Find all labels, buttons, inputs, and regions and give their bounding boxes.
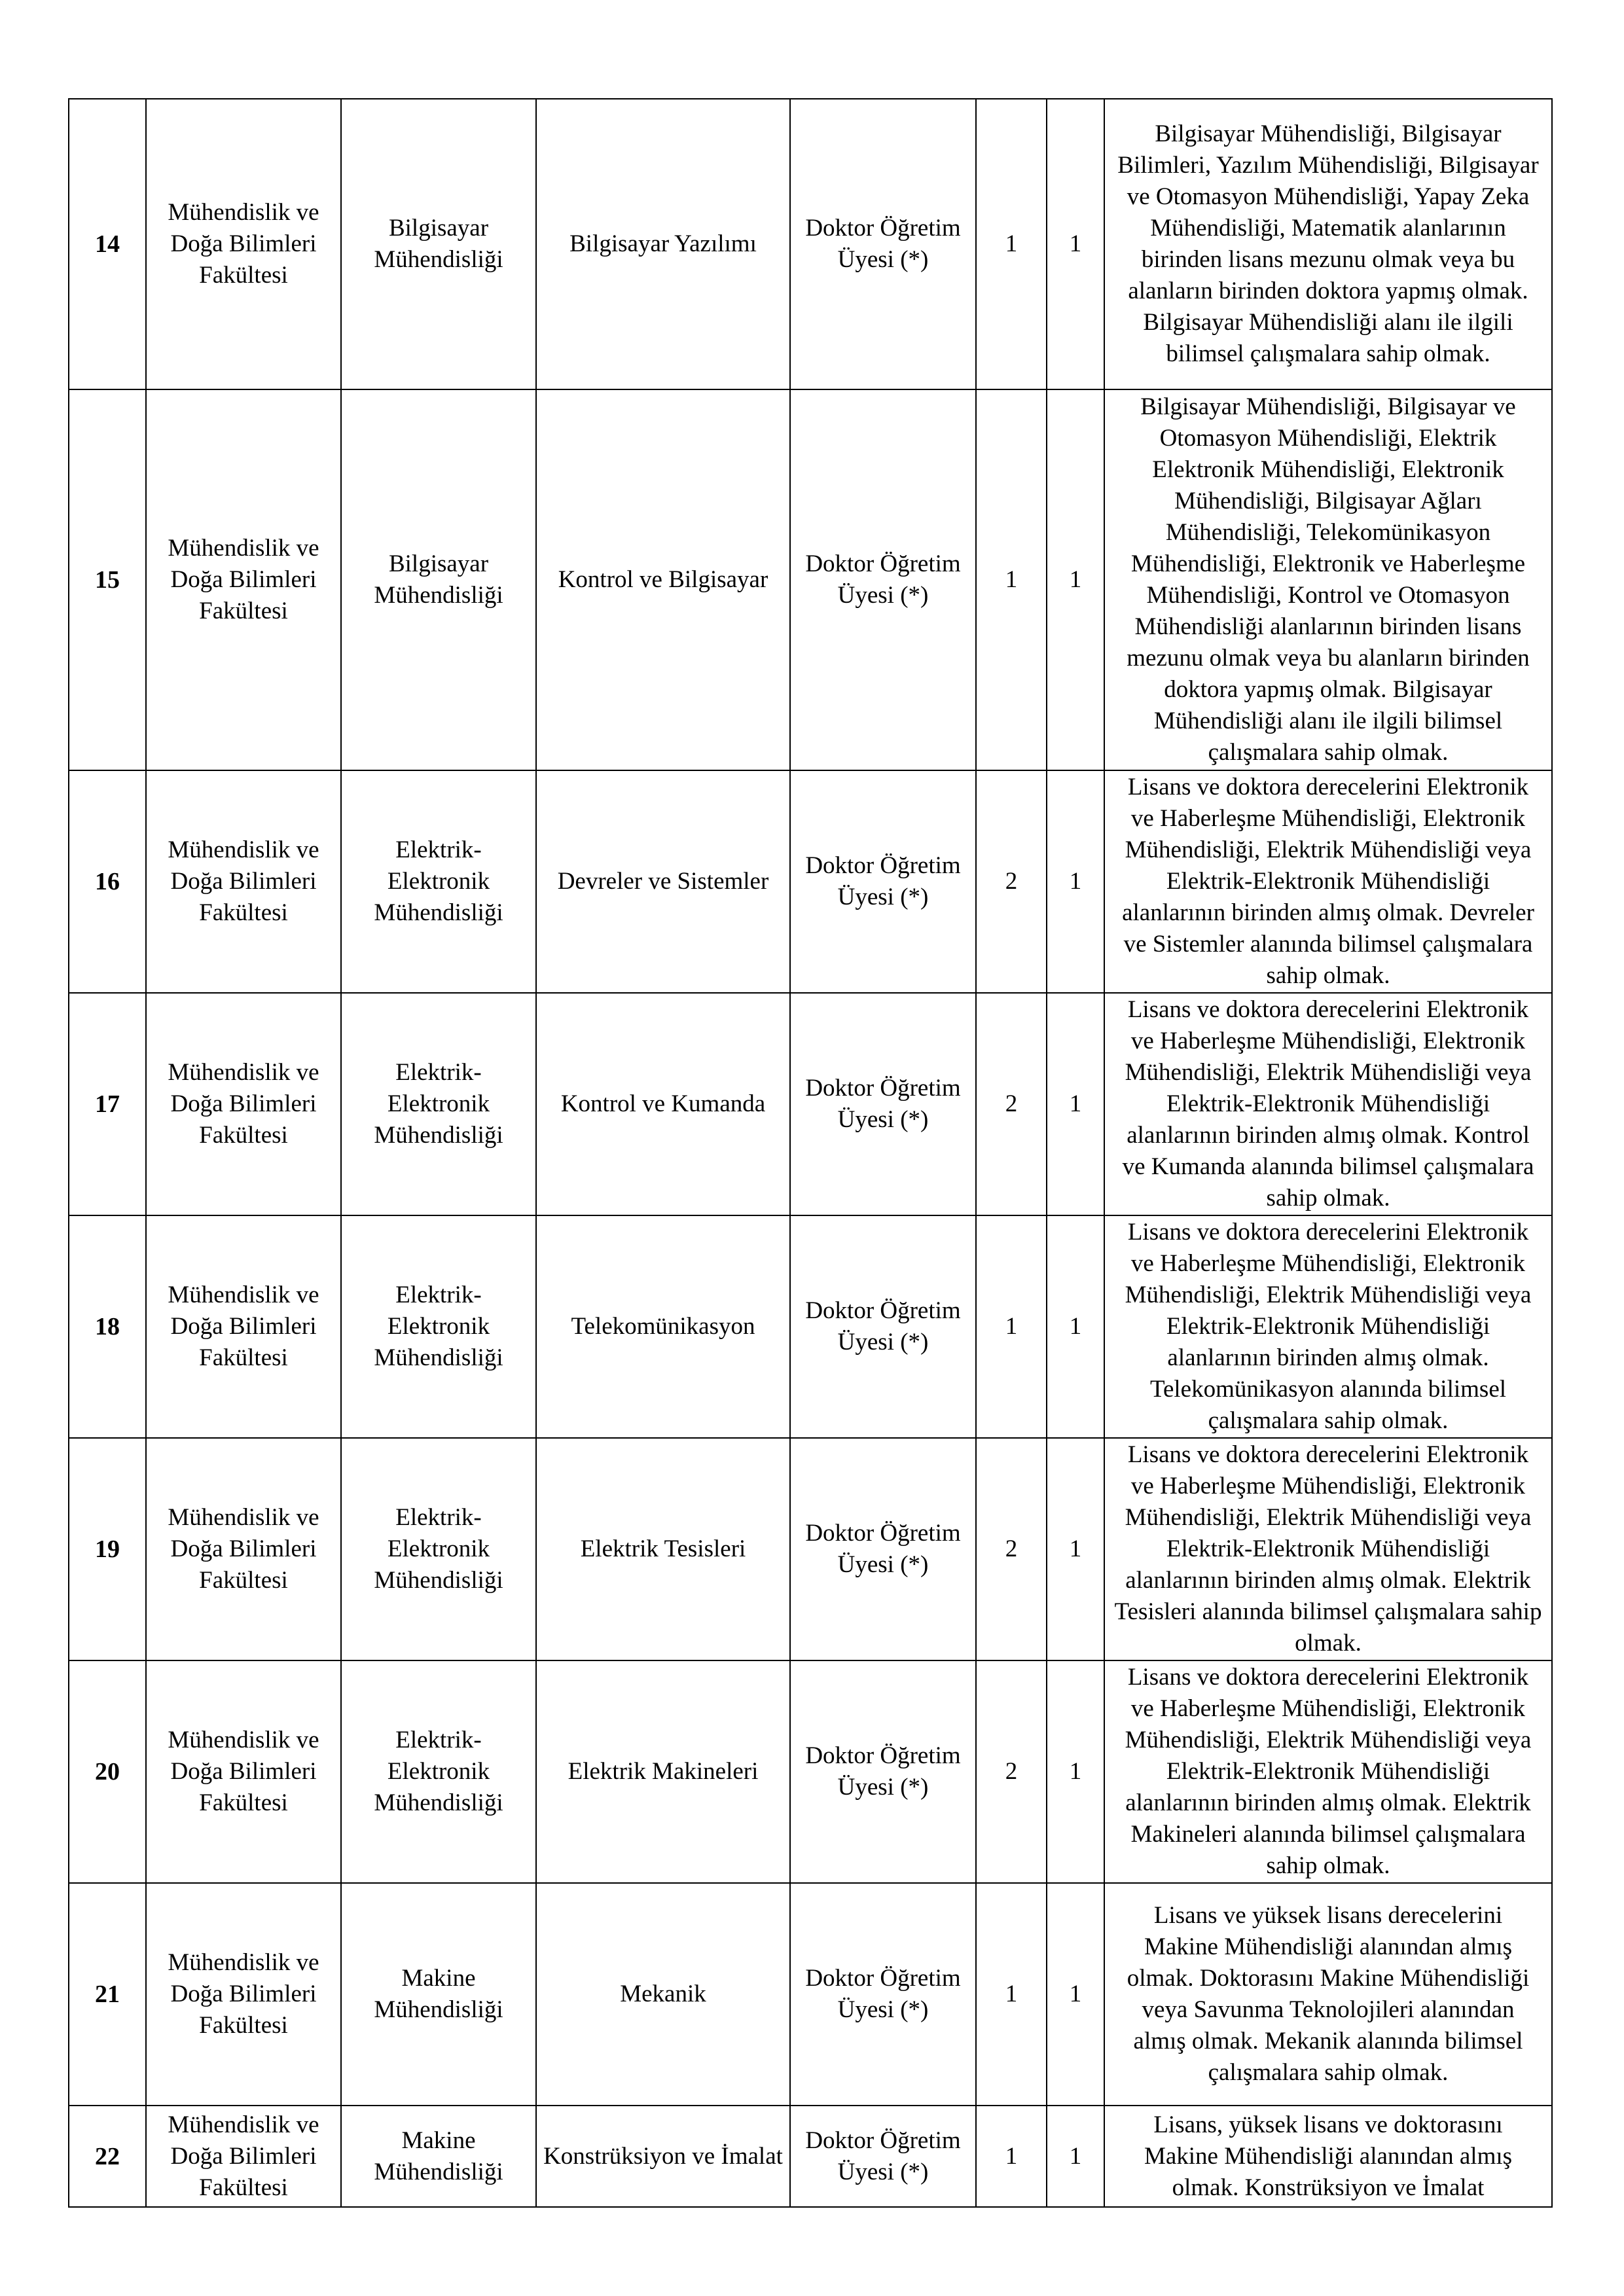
table-row xyxy=(69,1438,1552,1660)
faculty-line: Fakültesi xyxy=(199,1789,288,1816)
field-cell: Kontrol ve Bilgisayar xyxy=(536,389,790,770)
department-cell: Makine Mühendisliği xyxy=(341,2106,536,2207)
faculty-cell xyxy=(146,389,341,770)
faculty-line: Doğa Bilimleri xyxy=(170,1313,317,1340)
faculty-line: Fakültesi xyxy=(199,1344,288,1371)
department-cell: Bilgisayar Mühendisliği xyxy=(341,99,536,389)
department-cell: Bilgisayar Mühendisliği xyxy=(341,389,536,770)
faculty-line: Fakültesi xyxy=(199,1122,288,1149)
row-number-cell: 14 xyxy=(69,99,146,389)
row-number-cell: 21 xyxy=(69,1883,146,2106)
table-row xyxy=(69,993,1552,1215)
position-count-cell: 1 xyxy=(976,1215,1047,1438)
department-cell: Elektrik-Elektronik Mühendisliği xyxy=(341,1215,536,1438)
field-cell: Bilgisayar Yazılımı xyxy=(536,99,790,389)
degree-cell: 1 xyxy=(1047,1660,1104,1883)
faculty-line: Mühendislik ve xyxy=(168,1059,319,1086)
department-cell: Elektrik-Elektronik Mühendisliği xyxy=(341,770,536,993)
position-count-cell: 1 xyxy=(976,2106,1047,2207)
faculty-cell xyxy=(146,1215,341,1438)
field-cell: Devreler ve Sistemler xyxy=(536,770,790,993)
requirements-cell: Lisans ve doktora derecelerini Elektronik ve Haberleşme Mühendisliği, Elektronik Mühendisliği, Elektrik Mühendisliği veya Elektrik-Elektronik Mühendisliği alanlarının birinden almış olmak. Devreler ve Sistemler alanında bilimsel çalışmalara sahip olmak. xyxy=(1104,770,1552,993)
degree-cell: 1 xyxy=(1047,1438,1104,1660)
faculty-cell xyxy=(146,1438,341,1660)
field-cell: Kontrol ve Kumanda xyxy=(536,993,790,1215)
row-number-cell: 16 xyxy=(69,770,146,993)
faculty-line: Doğa Bilimleri xyxy=(170,566,317,593)
degree-cell: 1 xyxy=(1047,389,1104,770)
faculty-line: Doğa Bilimleri xyxy=(170,1981,317,2007)
degree-cell: 1 xyxy=(1047,993,1104,1215)
table-row xyxy=(69,1215,1552,1438)
position-count-cell: 1 xyxy=(976,389,1047,770)
position-count-cell: 2 xyxy=(976,993,1047,1215)
position-count-cell: 1 xyxy=(976,99,1047,389)
faculty-line: Fakültesi xyxy=(199,2174,288,2201)
faculty-line: Mühendislik ve xyxy=(168,535,319,562)
requirements-cell: Lisans ve doktora derecelerini Elektronik ve Haberleşme Mühendisliği, Elektronik Mühendisliği, Elektrik Mühendisliği veya Elektrik-Elektronik Mühendisliği alanlarının birinden almış olmak. Kontrol ve Kumanda alanında bilimsel çalışmalara sahip olmak. xyxy=(1104,993,1552,1215)
row-number-cell: 17 xyxy=(69,993,146,1215)
faculty-cell xyxy=(146,993,341,1215)
title-cell: Doktor Öğretim Üyesi (*) xyxy=(790,99,976,389)
row-number-cell: 19 xyxy=(69,1438,146,1660)
title-cell: Doktor Öğretim Üyesi (*) xyxy=(790,770,976,993)
faculty-line: Fakültesi xyxy=(199,262,288,289)
faculty-line: Mühendislik ve xyxy=(168,2111,319,2138)
field-cell: Telekomünikasyon xyxy=(536,1215,790,1438)
faculty-line: Doğa Bilimleri xyxy=(170,868,317,895)
degree-cell: 1 xyxy=(1047,770,1104,993)
title-cell: Doktor Öğretim Üyesi (*) xyxy=(790,1883,976,2106)
degree-cell: 1 xyxy=(1047,2106,1104,2207)
table-row xyxy=(69,770,1552,993)
faculty-line: Fakültesi xyxy=(199,1567,288,1594)
requirements-cell: Bilgisayar Mühendisliği, Bilgisayar Bilimleri, Yazılım Mühendisliği, Bilgisayar ve Otomasyon Mühendisliği, Yapay Zeka Mühendisliği, Matematik alanlarının birinden lisans mezunu olmak veya bu alanların birinden doktora yapmış olmak. Bilgisayar Mühendisliği alanı ile ilgili bilimsel çalışmalara sahip olmak. xyxy=(1104,99,1552,389)
row-number-cell: 15 xyxy=(69,389,146,770)
table-row xyxy=(69,389,1552,770)
position-count-cell: 2 xyxy=(976,1660,1047,1883)
faculty-line: Doğa Bilimleri xyxy=(170,1090,317,1117)
requirements-cell: Bilgisayar Mühendisliği, Bilgisayar ve Otomasyon Mühendisliği, Elektrik Elektronik Mühendisliği, Elektronik Mühendisliği, Bilgisayar Ağları Mühendisliği, Telekomünikasyon Mühendisliği, Elektronik ve Haberleşme Mühendisliği, Kontrol ve Otomasyon Mühendisliği alanlarının birinden lisans mezunu olmak veya bu alanların birinden doktora yapmış olmak. Bilgisayar Mühendisliği alanı ile ilgili bilimsel çalışmalara sahip olmak. xyxy=(1104,389,1552,770)
positions-table xyxy=(68,98,1553,2208)
position-count-cell: 2 xyxy=(976,1438,1047,1660)
faculty-line: Mühendislik ve xyxy=(168,199,319,226)
department-cell: Elektrik-Elektronik Mühendisliği xyxy=(341,993,536,1215)
faculty-line: Mühendislik ve xyxy=(168,1504,319,1531)
faculty-cell xyxy=(146,2106,341,2207)
degree-cell: 1 xyxy=(1047,1215,1104,1438)
requirements-cell: Lisans ve doktora derecelerini Elektronik ve Haberleşme Mühendisliği, Elektronik Mühendisliği, Elektrik Mühendisliği veya Elektrik-Elektronik Mühendisliği alanlarının birinden almış olmak. Elektrik Tesisleri alanında bilimsel çalışmalara sahip olmak. xyxy=(1104,1438,1552,1660)
department-cell: Elektrik-Elektronik Mühendisliği xyxy=(341,1438,536,1660)
table-row xyxy=(69,2106,1552,2207)
requirements-cell: Lisans, yüksek lisans ve doktorasını Makine Mühendisliği alanından almış olmak. Konstrüksiyon ve İmalat xyxy=(1104,2106,1552,2207)
department-cell: Makine Mühendisliği xyxy=(341,1883,536,2106)
faculty-line: Doğa Bilimleri xyxy=(170,2142,317,2170)
faculty-line: Mühendislik ve xyxy=(168,1949,319,1976)
field-cell: Elektrik Tesisleri xyxy=(536,1438,790,1660)
faculty-cell xyxy=(146,770,341,993)
faculty-line: Mühendislik ve xyxy=(168,836,319,863)
title-cell: Doktor Öğretim Üyesi (*) xyxy=(790,993,976,1215)
title-cell: Doktor Öğretim Üyesi (*) xyxy=(790,389,976,770)
requirements-cell: Lisans ve yüksek lisans derecelerini Makine Mühendisliği alanından almış olmak. Doktorasını Makine Mühendisliği veya Savunma Teknolojileri alanından almış olmak. Mekanik alanında bilimsel çalışmalara sahip olmak. xyxy=(1104,1883,1552,2106)
faculty-line: Fakültesi xyxy=(199,598,288,624)
table-row xyxy=(69,99,1552,389)
table-row xyxy=(69,1660,1552,1883)
faculty-line: Doğa Bilimleri xyxy=(170,1758,317,1785)
degree-cell: 1 xyxy=(1047,1883,1104,2106)
faculty-line: Doğa Bilimleri xyxy=(170,230,317,257)
title-cell: Doktor Öğretim Üyesi (*) xyxy=(790,2106,976,2207)
position-count-cell: 2 xyxy=(976,770,1047,993)
row-number-cell: 18 xyxy=(69,1215,146,1438)
row-number-cell: 20 xyxy=(69,1660,146,1883)
position-count-cell: 1 xyxy=(976,1883,1047,2106)
faculty-line: Fakültesi xyxy=(199,2012,288,2039)
table-body xyxy=(69,99,1552,2207)
faculty-cell xyxy=(146,1883,341,2106)
field-cell: Mekanik xyxy=(536,1883,790,2106)
field-cell: Elektrik Makineleri xyxy=(536,1660,790,1883)
faculty-line: Mühendislik ve xyxy=(168,1282,319,1308)
faculty-cell xyxy=(146,1660,341,1883)
table-row xyxy=(69,1883,1552,2106)
faculty-line: Fakültesi xyxy=(199,899,288,926)
department-cell: Elektrik-Elektronik Mühendisliği xyxy=(341,1660,536,1883)
faculty-line: Mühendislik ve xyxy=(168,1727,319,1753)
requirements-cell: Lisans ve doktora derecelerini Elektronik ve Haberleşme Mühendisliği, Elektronik Mühendisliği, Elektrik Mühendisliği veya Elektrik-Elektronik Mühendisliği alanlarının birinden almış olmak. Telekomünikasyon alanında bilimsel çalışmalara sahip olmak. xyxy=(1104,1215,1552,1438)
degree-cell: 1 xyxy=(1047,99,1104,389)
row-number-cell: 22 xyxy=(69,2106,146,2207)
title-cell: Doktor Öğretim Üyesi (*) xyxy=(790,1660,976,1883)
requirements-cell: Lisans ve doktora derecelerini Elektronik ve Haberleşme Mühendisliği, Elektronik Mühendisliği, Elektrik Mühendisliği veya Elektrik-Elektronik Mühendisliği alanlarının birinden almış olmak. Elektrik Makineleri alanında bilimsel çalışmalara sahip olmak. xyxy=(1104,1660,1552,1883)
faculty-line: Doğa Bilimleri xyxy=(170,1535,317,1562)
field-cell: Konstrüksiyon ve İmalat xyxy=(536,2106,790,2207)
faculty-cell xyxy=(146,99,341,389)
title-cell: Doktor Öğretim Üyesi (*) xyxy=(790,1215,976,1438)
title-cell: Doktor Öğretim Üyesi (*) xyxy=(790,1438,976,1660)
